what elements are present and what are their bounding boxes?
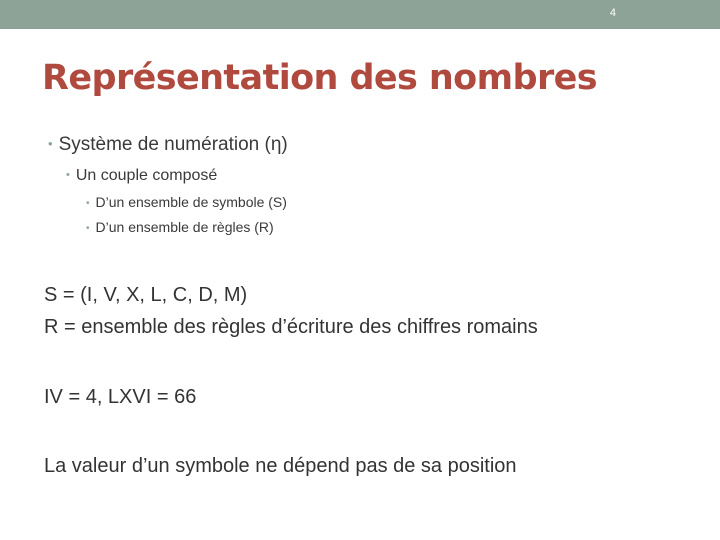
bullet-dot-icon: • [86,198,90,209]
bullet-level-3 [86,219,274,235]
conclusion-line: La valeur d’un symbole ne dépend pas de sa position [44,455,517,477]
bullet-level-2 [66,167,217,185]
rules-set-line: R = ensemble des règles d’écriture des chiffres romains [44,316,538,338]
bullet-text: Un couple composé [75,167,218,184]
bullet-level-1 [48,134,288,156]
symbol-set-line: S = (I, V, X, L, C, D, M) [44,284,248,306]
bullet-level-3 [86,194,287,210]
bullet-text: Système de numération (η) [58,134,288,155]
slide-number: 4 [609,7,616,19]
bullet-text: D’un ensemble de règles (R) [95,219,274,235]
bullet-text: D’un ensemble de symbole (S) [95,194,287,210]
slide-title: Représentation des nombres [42,58,597,98]
top-bar [0,0,720,29]
bullet-dot-icon: • [48,136,53,151]
bullet-dot-icon: • [86,223,90,234]
bullet-dot-icon: • [66,169,70,181]
example-line: IV = 4, LXVI = 66 [44,386,197,408]
